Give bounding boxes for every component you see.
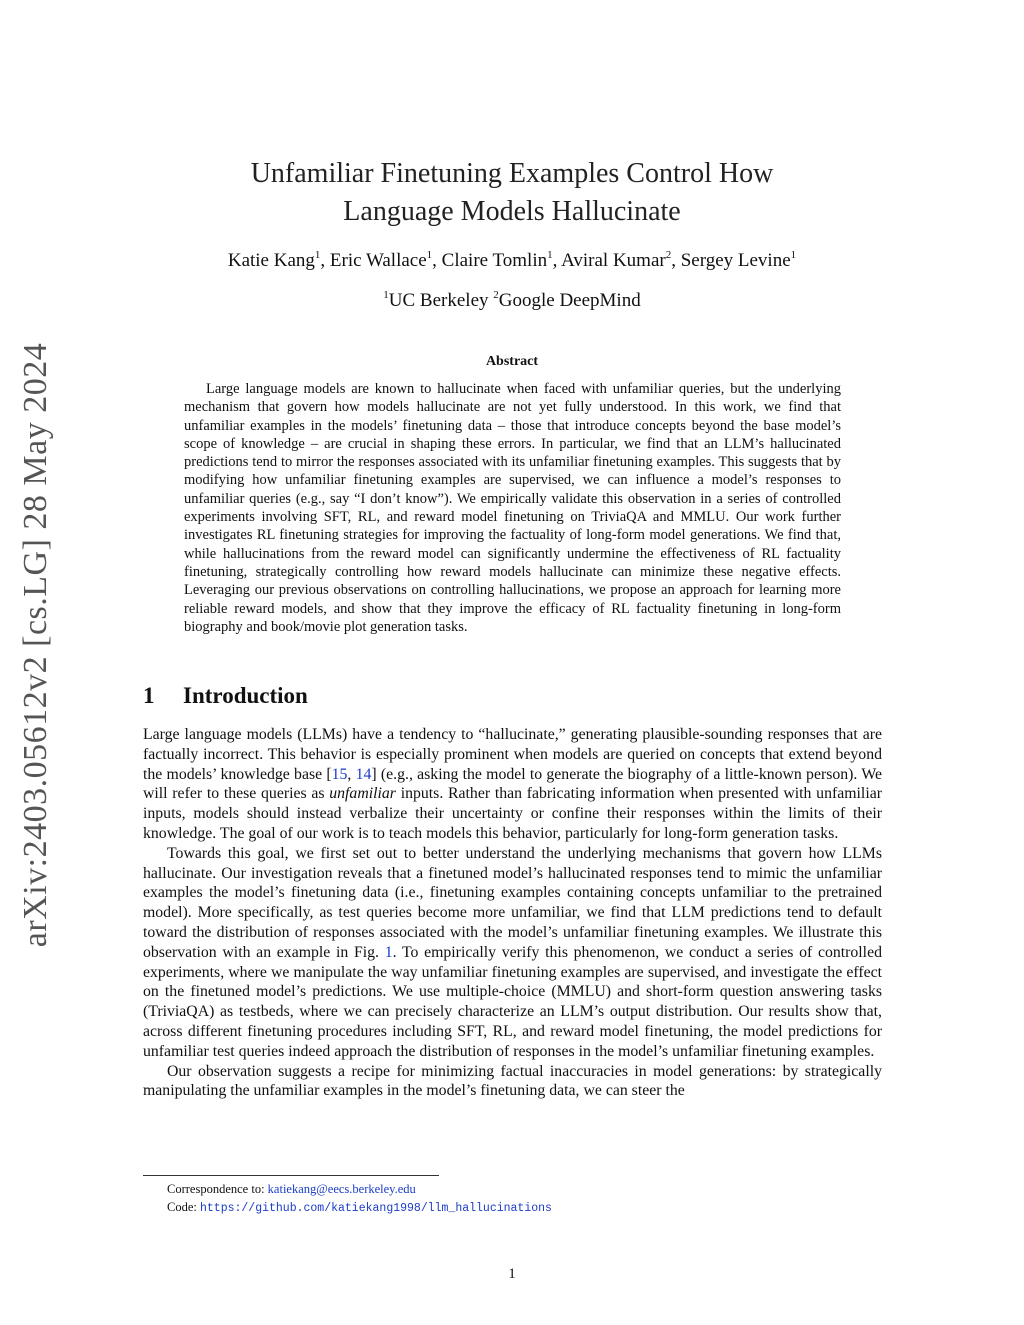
abstract-text: Large language models are known to hallucinate when faced with unfamiliar queries, but the underlying mechanism that govern how models hallucinate are not yet fully understood. In this work, we find that unfamiliar examples in the models’ finetuning data – those that introduce concepts beyond the base model’s scope of knowledge – are crucial in shaping these errors. In particular, we find that an LLM’s hallucinated predictions tend to mirror the responses associated with its unfamiliar finetuning examples. This suggests that by modifying how unfamiliar finetuning examples are supervised, we can influence a model’s responses to unfamiliar queries (e.g., say “I don’t know”). We empirically validate this observation in a series of controlled experiments involving SFT, RL, and reward model finetuning on TriviaQA and MMLU. Our work further investigates RL finetuning strategies for improving the factuality of long-form model generations. We find that, while hallucinations from the reward model can significantly undermine the effectiveness of RL factuality finetuning, strategically controlling how reward models hallucinate can minimize these negative effects. Leveraging our previous observations on controlling hallucinations, we propose an approach for learning more reliable reward models, and show that they improve the efficacy of RL factuality finetuning in long-form biography and book/movie plot generation tasks. [184, 381, 841, 635]
title-line-1: Unfamiliar Finetuning Examples Control How [250, 158, 774, 189]
author: Aviral Kumar$^2$, [561, 249, 681, 271]
paragraph: Our observation suggests a recipe for minimizing factual inaccuracies in model generations: by strategically manipulating the unfamiliar examples in the model’s finetuning data, we can steer the [143, 1062, 882, 1100]
paragraph: Large language models (LLMs) have a tendency to “hallucinate,” generating plausible-sounding responses that are factually incorrect. This behavior is especially prominent when models are queried on concepts that extend beyond the models’ knowledge base [15, 14] (e.g., asking the model to generate the biography of a little-known person). We will refer to these queries as unfamiliar inputs. Rather than fabricating information when presented with unfamiliar inputs, models should instead verbalize their uncertainty or confine their responses within the limits of their knowledge. The goal of our work is to teach models this behavior, particularly for long-form generation tasks. [143, 726, 882, 842]
author-list [143, 248, 881, 274]
code-link[interactable]: https://github.com/katiekang1998/llm_hallucinations [199, 1202, 552, 1215]
footnote-divider [143, 1175, 439, 1176]
affiliation: $^2$Google DeepMind [493, 289, 641, 311]
author: Katie Kang$^1$, [227, 249, 330, 271]
affiliations [143, 288, 881, 314]
arxiv-identifier [10, 342, 62, 948]
author: Eric Wallace$^1$, [329, 249, 442, 271]
paragraph: Towards this goal, we first set out to better understand the underlying mechanisms that govern how LLMs hallucinate. Our investigation reveals that a finetuned model’s hallucinated responses tend to mimic the unfamiliar examples the model’s finetuning data (i.e., finetuning examples containing concepts unfamiliar to the pretrained model). More specifically, as test queries become more unfamiliar, we find that LLM predictions tend to default toward the distribution of responses associated with the model’s unfamiliar finetuning examples. We illustrate this observation with an example in Fig. 1. To empirically verify this phenomenon, we conduct a series of controlled experiments, where we manipulate the way unfamiliar finetuning examples are supervised, and investigate the effect on the finetuned model’s predictions. We use multiple-choice (MMLU) and short-form question answering tasks (TriviaQA) as testbeds, where we can precisely characterize an LLM’s output distribution. Our results show that, across different finetuning procedures including SFT, RL, and reward model finetuning, the model predictions for unfamiliar test queries indeed approach the distribution of responses in the model’s unfamiliar finetuning examples. [143, 844, 882, 1060]
affiliation: $^1$UC Berkeley [383, 289, 494, 311]
title-line-2: Language Models Hallucinate [343, 196, 681, 227]
section-title: Introduction [183, 683, 308, 708]
footnotes [167, 1180, 552, 1218]
author: Claire Tomlin$^1$, [441, 249, 562, 271]
code-note: Code: https://github.com/katiekang1998/llm_hallucinations [167, 1200, 552, 1215]
figure-link[interactable]: 1 [384, 943, 393, 961]
citation-link[interactable]: 14 [355, 765, 372, 783]
section-number: 1 [143, 683, 155, 708]
paper-title [143, 155, 881, 231]
correspondence-note: Correspondence to: katiekang@eecs.berkeley.edu [167, 1182, 416, 1196]
arxiv-identifier-text: arXiv:2403.05612v2 [cs.LG] 28 May 2024 [17, 342, 54, 948]
introduction-body [143, 725, 882, 1101]
page-number: 1 [508, 1266, 516, 1282]
author: Sergey Levine$^1$ [680, 249, 797, 271]
abstract-heading: Abstract [485, 354, 539, 369]
section-heading [143, 683, 308, 709]
email-link[interactable]: katiekang@eecs.berkeley.edu [267, 1182, 416, 1196]
citation-link[interactable]: 15 [331, 765, 348, 783]
emphasis: unfamiliar [329, 785, 396, 803]
